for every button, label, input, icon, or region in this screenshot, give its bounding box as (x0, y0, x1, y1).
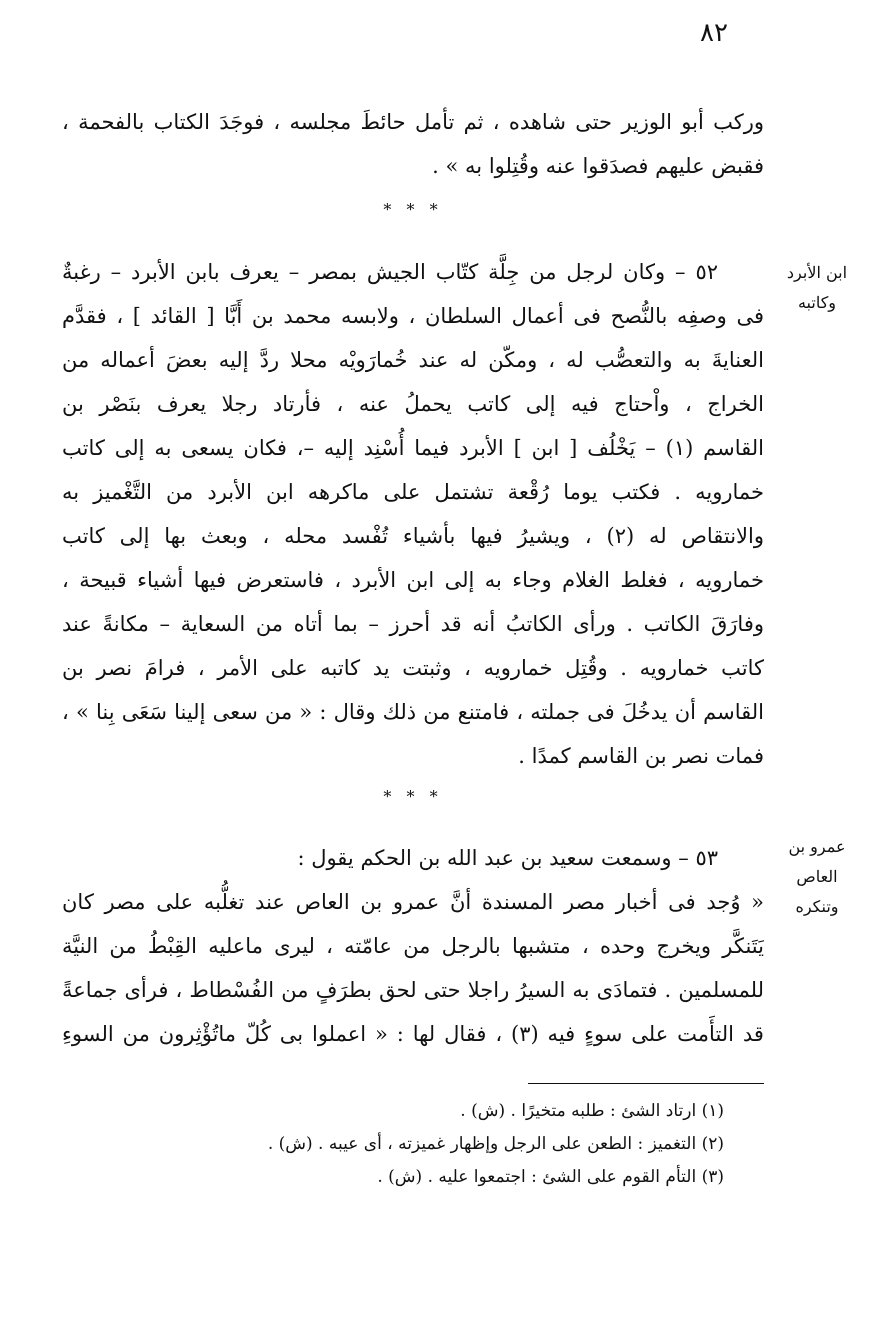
text-line: والانتقاص له (٢) ، ويشيرُ فيها بأشياء تُفْسد محله ، وبعث بها إلى كاتب (62, 524, 764, 548)
margin-note-amr-ibn-al-as (771, 832, 863, 922)
text-line: ٥٣ – وسمعت سعيد بن عبد الله بن الحكم يقول : (297, 846, 718, 870)
text-line: فمات نصر بن القاسم كمدًا . (518, 744, 764, 768)
text-line: يَتَنكَّر ويخرج وحده ، متشبها بالرجل من عامّته ، ليرى ماعليه القِبْطُ من النيَّة (62, 934, 764, 958)
footnote-1: (١) ارتاد الشئ : طلبه متخيرًا . (ش) . (460, 1101, 724, 1121)
section-separator: * * * (383, 200, 443, 219)
text-line: خمارويه ، فغلط الغلام وجاء به إلى ابن الأبرد ، فاستعرض فيها أشياء قبيحة ، (62, 568, 764, 592)
text-line: خمارويه . فكتب يوما رُقْعة تشتمل على ماكرهه ابن الأبرد من التَّغْميز به (62, 480, 764, 504)
margin-note-line: ابن الأبرد (786, 263, 848, 282)
text-line: وفارَقَ الكاتب . ورأى الكاتبُ أنه قد أحرز – بما أتاه من السعاية – مكانةً عند (62, 612, 764, 636)
text-line: ٥٢ – وكان لرجل من جِلَّة كتّاب الجيش بمصر – يعرف بابن الأبرد – رغبةٌ (62, 260, 718, 284)
text-line: فقبض عليهم فصدَقوا عنه وقُتِلوا به » . (432, 154, 764, 178)
text-line: القاسم أن يدخُلَ فى جملته ، فامتنع من ذلك وقال : « من سعى إلينا سَعَى بِنا » ، (62, 700, 764, 724)
margin-note-line: وكاتبه (797, 293, 837, 312)
footnotes (62, 1095, 764, 1194)
text-line: قد التأَمت على سوءٍ فيه (٣) ، فقال لها : « اعملوا بى كُلّ ماتُؤْثِرون من السوءِ (62, 1022, 764, 1046)
paragraph-53 (62, 836, 764, 1056)
page-number: ٨٢ (700, 18, 728, 48)
footnote-3: (٣) التأم القوم على الشئ : اجتمعوا عليه . (ش) . (377, 1167, 724, 1187)
text-line: كاتب خمارويه . وقُتِل خمارويه ، وثبتت يد كاتبه على الأمر ، فرامَ نصر بن (62, 656, 764, 680)
text-line: « وُجد فى أخبار مصر المسندة أنَّ عمرو بن العاص عند تغلُّبه على مصر كان (62, 890, 764, 914)
section-separator: * * * (383, 787, 443, 806)
footnote-2: (٢) التغميز : الطعن على الرجل وإظهار غميزته ، أى عيبه . (ش) . (267, 1134, 724, 1154)
text-line: العنايةَ به والتعصُّب له ، ومكّن له عند خُمارَويْه محلا ردَّ إليه بعضَ أعماله من (62, 348, 764, 372)
text-line: فى وصفِه بالنُّصح فى أعمال السلطان ، ولابسه محمد بن أَبَّا [ القائد ] ، فقدَّم (62, 304, 764, 328)
text-line: وركب أبو الوزير حتى شاهده ، ثم تأمل حائطَ مجلسه ، فوجَدَ الكتاب بالفحمة ، (62, 110, 764, 134)
margin-note-line: وتنكره (795, 897, 839, 916)
text-line: القاسم (١) – يَخْلُف [ ابن ] الأبرد فيما أُسْنِد إليه –، فكان يسعى به إلى كاتب (62, 436, 764, 460)
paragraph-continuation (62, 100, 764, 188)
text-line: للمسلمين . فتمادَى به السيرُ راجلا حتى لحق بطرَفٍ من الفُسْطاط ، فرأى جماعةً (62, 978, 764, 1002)
footnote-divider (528, 1083, 764, 1084)
text-line: الخراج ، واْحتاج فيه إلى كاتب يحملُ عنه ، فأرتاد رجلا يعرف بنَصْر بن (62, 392, 764, 416)
paragraph-52 (62, 250, 764, 778)
margin-note-ibn-al-abrad (771, 258, 863, 318)
margin-note-line: عمرو بن العاص (788, 837, 846, 886)
